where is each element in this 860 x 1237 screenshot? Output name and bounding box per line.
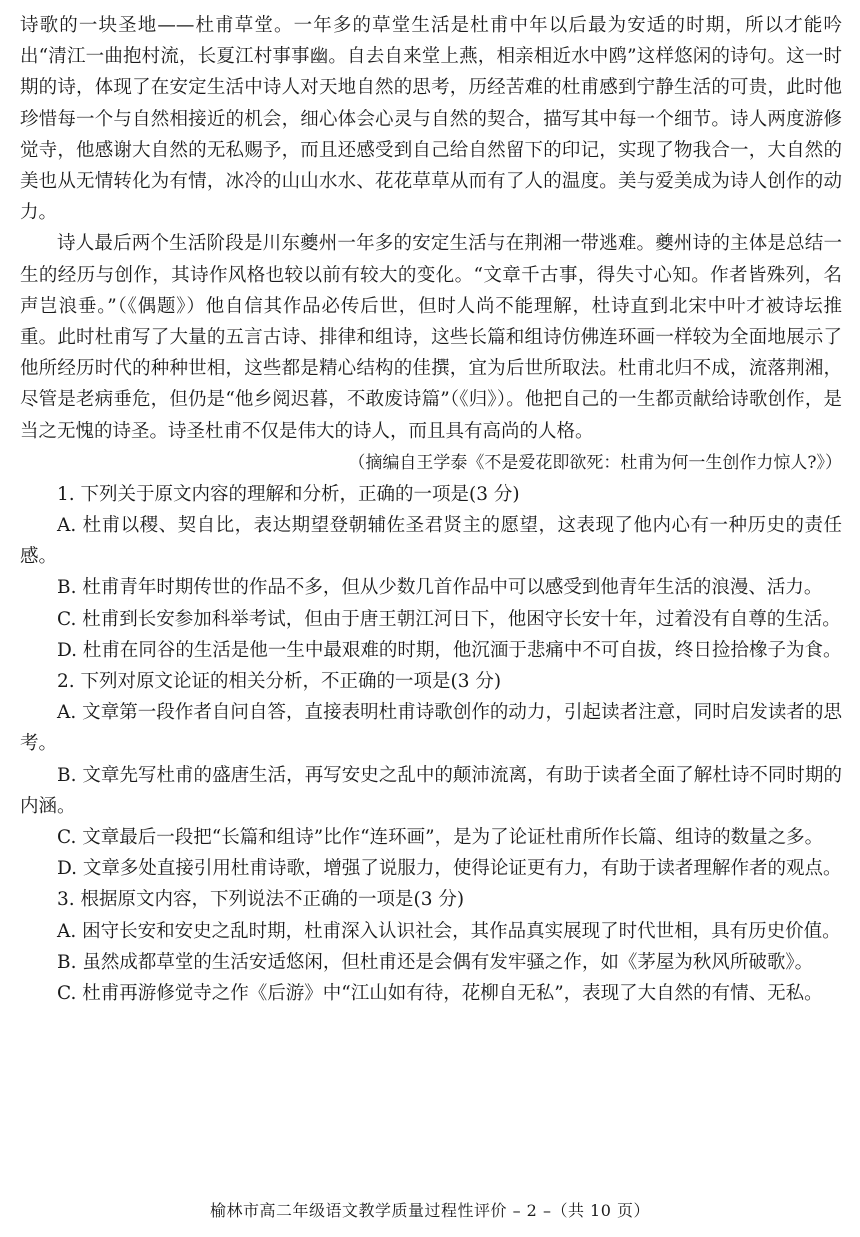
question-2-option-a: A. 文章第一段作者自问自答，直接表明杜甫诗歌创作的动力，引起读者注意，同时启发读者的思考。 <box>20 702 842 755</box>
question-3-option-c: C. 杜甫再游修觉寺之作《后游》中“江山如有待，花柳自无私”，表现了大自然的有情、无私。 <box>57 983 823 1005</box>
passage-source: （摘编自王学泰《不是爱花即欲死：杜甫为何一生创作力惊人?》） <box>348 452 842 473</box>
exam-page <box>20 10 842 1009</box>
question-2-option-d: D. 文章多处直接引用杜甫诗歌，增强了说服力，使得论证更有力，有助于读者理解作者的观点。 <box>57 858 842 880</box>
question-2-stem: 2. 下列对原文论证的相关分析，不正确的一项是(3 分) <box>57 671 502 693</box>
page-footer: 榆林市高二年级语文教学质量过程性评价 – 2 –（共 10 页） <box>210 1201 650 1220</box>
question-1-option-d: D. 杜甫在同谷的生活是他一生中最艰难的时期，他沉湎于悲痛中不可自拔，终日捡拾橡子为食。 <box>57 639 842 661</box>
question-3-option-a: A. 困守长安和安史之乱时期，杜甫深入认识社会，其作品真实展现了时代世相，具有历史价值。 <box>57 920 841 942</box>
question-1-option-b: B. 杜甫青年时期传世的作品不多，但从少数几首作品中可以感受到他青年生活的浪漫、活力。 <box>57 577 823 599</box>
passage-paragraph-1: 诗歌的一块圣地——杜甫草堂。一年多的草堂生活是杜甫中年以后最为安适的时期，所以才能吟出“清江一曲抱村流，长夏江村事事幽。自去自来堂上燕，相亲相近水中鸥”这样悠闲的诗句。这一时期的诗，体现了在安定生活中诗人对天地自然的思考，历经苦难的杜甫感到宁静生活的可贵，此时他珍惜每一个与自然相接近的机会，细心体会心灵与自然的契合，描写其中每一个细节。诗人两度游修觉寺，他感谢大自然的无私赐予，而且还感受到自己给自然留下的印记，实现了物我合一，大自然的美也从无情转化为有情，冰冷的山山水水、花花草草从而有了人的温度。美与爱美成为诗人创作的动力。 <box>20 15 842 224</box>
passage-paragraph-2: 诗人最后两个生活阶段是川东夔州一年多的安定生活与在荆湘一带逃难。夔州诗的主体是总结一生的经历与创作，其诗作风格也较以前有较大的变化。“文章千古事，得失寸心知。作者皆殊列，名声岂浪垂。”（《偶题》）他自信其作品必传后世，但时人尚不能理解，杜诗直到北宋中叶才被诗坛推重。此时杜甫写了大量的五言古诗、排律和组诗，这些长篇和组诗仿佛连环画一样较为全面地展示了他所经历时代的种种世相，这些都是精心结构的佳撰，宜为后世所取法。杜甫北归不成，流落荆湘，尽管是老病垂危，但仍是“他乡阅迟暮，不敢废诗篇”（《归》）。他把自己的一生都贡献给诗歌创作，是当之无愧的诗圣。诗圣杜甫不仅是伟大的诗人，而且具有高尚的人格。 <box>20 233 842 442</box>
question-3-option-b: B. 虽然成都草堂的生活安适悠闲，但杜甫还是会偶有发牢骚之作，如《茅屋为秋风所破歌》。 <box>57 951 814 973</box>
question-1-option-c: C. 杜甫到长安参加科举考试，但由于唐王朝江河日下，他困守长安十年，过着没有自尊的生活。 <box>57 608 841 630</box>
question-3-stem: 3. 根据原文内容，下列说法不正确的一项是(3 分) <box>57 889 465 911</box>
question-1-stem: 1. 下列关于原文内容的理解和分析，正确的一项是(3 分) <box>57 483 520 505</box>
question-2-option-c: C. 文章最后一段把“长篇和组诗”比作“连环画”，是为了论证杜甫所作长篇、组诗的数量之多。 <box>57 827 824 849</box>
question-1-option-a: A. 杜甫以稷、契自比，表达期望登朝辅佐圣君贤主的愿望，这表现了他内心有一种历史的责任感。 <box>20 515 842 568</box>
question-2-option-b: B. 文章先写杜甫的盛唐生活，再写安史之乱中的颠沛流离，有助于读者全面了解杜诗不同时期的内涵。 <box>20 764 842 817</box>
